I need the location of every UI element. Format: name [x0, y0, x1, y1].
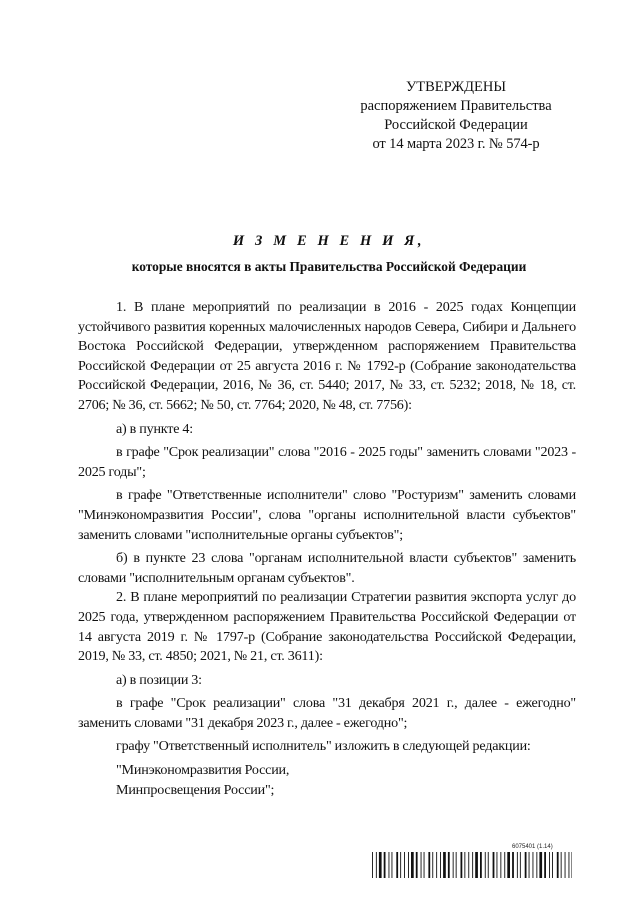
- paragraph-1b: б) в пункте 23 слова "органам исполнительной власти субъектов" заменить словами "исполнительным органам субъектов".: [78, 550, 576, 586]
- document-subtitle: которые вносятся в акты Правительства Российской Федерации: [131, 259, 527, 274]
- paragraph-2a-item-2: графу "Ответственный исполнитель" изложить в следующей редакции:: [116, 738, 531, 755]
- paragraph-2a: а) в позиции 3:: [116, 671, 202, 688]
- document-title: И З М Е Н Е Н И Я,: [232, 233, 426, 249]
- paragraph-2a-quote-1: "Минэкономразвития России,: [116, 762, 290, 779]
- barcode: [372, 852, 572, 878]
- approval-title: УТВЕРЖДЕНЫ: [405, 79, 507, 95]
- paragraph-2a-quote-2: Минпросвещения России";: [116, 781, 275, 798]
- paragraph-1a: а) в пункте 4:: [116, 420, 193, 437]
- paragraph-1a-item-2: в графе "Ответственные исполнители" слово "Ростуризм" заменить словами "Минэкономразвития России", слова "органы исполнительной власти субъектов" заменить словами "исполнительные органы субъектов";: [78, 487, 576, 543]
- approval-line-1: распоряжением Правительства: [360, 98, 552, 114]
- paragraph-1: 1. В плане мероприятий по реализации в 2016 - 2025 годах Концепции устойчивого развития коренных малочисленных народов Севера, Сибири и Дальнего Востока Российской Федерации, утвержденном распоряжением Правительства Российской Федерации от 25 августа 2016 г. № 1792-р (Собрание законодательства Российской Федерации, 2016, № 36, ст. 5440; 2017, № 33, ст. 5232; 2018, № 18, ст. 2706; № 36, ст. 5662; № 50, ст. 7764; 2020, № 48, ст. 7756):: [78, 299, 576, 413]
- document-code: 6075401 (1.14): [512, 844, 553, 850]
- document-body: [78, 298, 576, 800]
- paragraph-2: 2. В плане мероприятий по реализации Стратегии развития экспорта услуг до 2025 года, утвержденном распоряжением Правительства Российской Федерации от 14 августа 2019 г. № 1797-р (Собрание законодательства Российской Федерации, 2019, № 33, ст. 4850; 2021, № 21, ст. 3611):: [78, 589, 576, 665]
- approval-line-2: Российской Федерации: [384, 117, 528, 133]
- paragraph-1a-item-1: в графе "Срок реализации" слова "2016 - 2025 годы" заменить словами "2023 - 2025 годы";: [78, 444, 576, 480]
- paragraph-2a-item-1: в графе "Срок реализации" слова "31 декабря 2021 г., далее - ежегодно" заменить словами "31 декабря 2023 г., далее - ежегодно";: [78, 695, 576, 731]
- approval-line-3: от 14 марта 2023 г. № 574-р: [372, 136, 540, 152]
- approval-block: [340, 78, 572, 154]
